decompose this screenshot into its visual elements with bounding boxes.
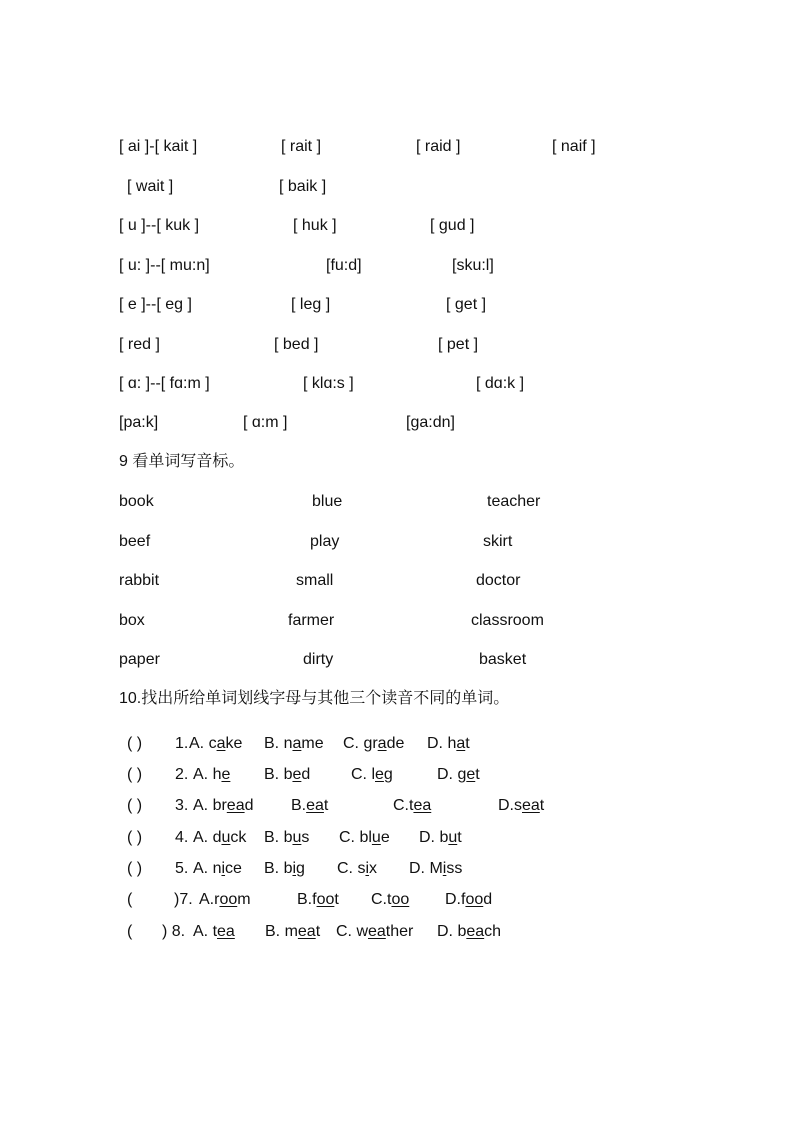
phonetic-e-label: [ e ]--[ eg ] — [119, 296, 192, 313]
word-box: box — [119, 612, 145, 629]
phonetic-pet: [ pet ] — [438, 336, 479, 353]
phonetic-raid: [ raid ] — [416, 138, 461, 155]
q5-option-c: C. six — [337, 860, 378, 877]
word-skirt: skirt — [483, 533, 513, 550]
phonetic-u-label: [ u ]--[ kuk ] — [119, 217, 200, 234]
q2-option-a: A. he — [193, 766, 231, 783]
word-teacher: teacher — [487, 493, 541, 510]
phonetic-gadn: [ga:dn] — [406, 414, 455, 431]
q3-option-c: C.tea — [393, 797, 432, 814]
answer-paren: ( ) — [127, 829, 143, 846]
phonetic-pak: [pa:k] — [119, 414, 159, 431]
q4-option-a: A. duck — [193, 829, 247, 846]
q1-option-a: A. cake — [189, 735, 243, 752]
phonetic-leg: [ leg ] — [291, 296, 331, 313]
question-number: 4. — [175, 829, 189, 846]
q3-option-b: B.eat — [291, 797, 329, 814]
phonetic-aa-label: [ ɑ: ]--[ fɑ:m ] — [119, 375, 210, 392]
answer-paren-open: ( — [127, 891, 133, 908]
q5-option-b: B. big — [264, 860, 305, 877]
q5-option-d: D. Miss — [409, 860, 463, 877]
phonetic-wait: [ wait ] — [127, 178, 174, 195]
answer-paren: ( ) — [127, 797, 143, 814]
answer-paren: ( ) — [127, 735, 143, 752]
phonetic-fud: [fu:d] — [326, 257, 362, 274]
question-number: 2. — [175, 766, 189, 783]
word-beef: beef — [119, 533, 151, 550]
question-number: 3. — [175, 797, 189, 814]
q8-option-a: A. tea — [193, 923, 235, 940]
word-blue: blue — [312, 493, 343, 510]
phonetic-ai-label: [ ai ]-[ kait ] — [119, 138, 198, 155]
word-doctor: doctor — [476, 572, 521, 589]
phonetic-skul: [sku:l] — [452, 257, 494, 274]
phonetic-naif: [ naif ] — [552, 138, 596, 155]
phonetic-rait: [ rait ] — [281, 138, 322, 155]
q4-option-b: B. bus — [264, 829, 310, 846]
question-number: 1. — [175, 735, 189, 752]
q2-option-c: C. leg — [351, 766, 393, 783]
q3-option-d: D.seat — [498, 797, 545, 814]
q7-option-a: A.room — [199, 891, 251, 908]
phonetic-red: [ red ] — [119, 336, 160, 353]
answer-paren-open: ( — [127, 923, 133, 940]
q8-option-b: B. meat — [265, 923, 321, 940]
q1-option-c: C. grade — [343, 735, 405, 752]
q2-option-d: D. get — [437, 766, 480, 783]
q7-option-d: D.food — [445, 891, 493, 908]
question-number: )7. — [174, 891, 193, 908]
phonetic-baik: [ baik ] — [279, 178, 327, 195]
word-book: book — [119, 493, 154, 510]
phonetic-uu-label: [ u: ]--[ mu:n] — [119, 257, 210, 274]
q4-option-c: C. blue — [339, 829, 390, 846]
q7-option-b: B.foot — [297, 891, 339, 908]
q3-option-a: A. bread — [193, 797, 254, 814]
q8-option-d: D. beach — [437, 923, 502, 940]
q4-option-d: D. but — [419, 829, 462, 846]
section10-heading: 10.找出所给单词划线字母与其他三个读音不同的单词。 — [119, 690, 510, 707]
word-small: small — [296, 572, 334, 589]
phonetic-gud: [ gud ] — [430, 217, 475, 234]
word-classroom: classroom — [471, 612, 544, 629]
word-farmer: farmer — [288, 612, 335, 629]
phonetic-get: [ get ] — [446, 296, 487, 313]
q2-option-b: B. bed — [264, 766, 311, 783]
answer-paren: ( ) — [127, 860, 143, 877]
phonetic-bed: [ bed ] — [274, 336, 319, 353]
word-play: play — [310, 533, 340, 550]
word-basket: basket — [479, 651, 527, 668]
q1-option-d: D. hat — [427, 735, 470, 752]
q8-option-c: C. weather — [336, 923, 414, 940]
question-number: ) 8. — [162, 923, 186, 940]
phonetic-dak: [ dɑ:k ] — [476, 375, 525, 392]
section9-heading: 9 看单词写音标。 — [119, 453, 245, 470]
answer-paren: ( ) — [127, 766, 143, 783]
q1-option-b: B. name — [264, 735, 324, 752]
word-dirty: dirty — [303, 651, 334, 668]
q7-option-c: C.too — [371, 891, 410, 908]
word-rabbit: rabbit — [119, 572, 160, 589]
question-number: 5. — [175, 860, 189, 877]
phonetic-klas: [ klɑ:s ] — [303, 375, 354, 392]
word-paper: paper — [119, 651, 160, 668]
phonetic-huk: [ huk ] — [293, 217, 337, 234]
q5-option-a: A. nice — [193, 860, 242, 877]
phonetic-am: [ ɑ:m ] — [243, 414, 288, 431]
